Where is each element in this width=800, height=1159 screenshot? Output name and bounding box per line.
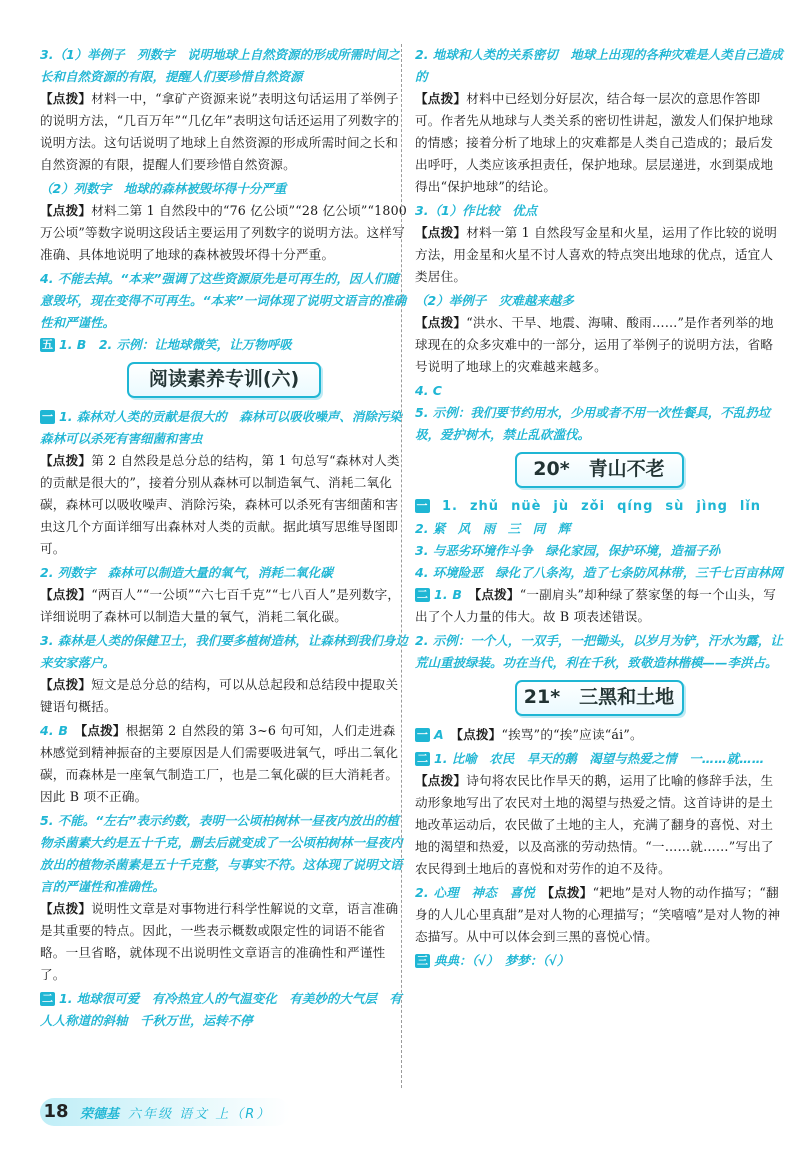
pinyin-item: jìng — [696, 499, 728, 514]
hint-paragraph — [40, 584, 408, 628]
pinyin-item: nüè — [511, 499, 542, 514]
right-column — [415, 44, 783, 972]
hint-label: 【点拨】 — [40, 453, 92, 468]
answer-line — [40, 268, 408, 334]
hint-paragraph — [415, 770, 783, 880]
text-content: 1. B 2. 示例：让地球微笑，让万物呼吸 — [59, 337, 292, 352]
answer-line — [415, 630, 783, 674]
hint-label: 【点拨】 — [415, 315, 467, 330]
page-footer — [40, 1098, 290, 1126]
answer-line — [415, 44, 783, 88]
hint-paragraph — [40, 720, 408, 808]
answer-lead: 1. B — [434, 587, 475, 602]
hint-paragraph — [415, 584, 783, 628]
question-number: 1. — [442, 499, 458, 514]
answer-lead: A — [434, 727, 457, 742]
text-content: 短文是总分总的结构，可以从总起段和总结段中提取关键语句概括。 — [40, 677, 399, 714]
section-marker: 一 — [42, 410, 53, 423]
hint-label: 【点拨】 — [415, 225, 467, 240]
answer-line — [415, 518, 783, 540]
answer-line — [40, 44, 408, 88]
hint-label: 【点拨】 — [40, 587, 92, 602]
text-content: “耙地”是对人物的动作描写；“翻身的人儿心里真甜”是对人物的心理描写；“笑嘻嘻”是对人物的神态描写。从中可以体会到三黑的喜悦心情。 — [415, 885, 781, 944]
answer-line — [40, 406, 415, 450]
answer-line — [415, 200, 783, 222]
text-content: 5. 示例：我们要节约用水，少用或者不用一次性餐具，不乱扔垃圾，爱护树木，禁止乱砍滥伐。 — [415, 405, 771, 442]
text-content: 材料一中，“拿矿产资源来说”表明这句话运用了举例子的说明方法，“几百万年”“几亿年”表明这句话还运用了列数字的说明方法。这句话说明了地球上自然资源的形成所需时间之长和自然资源的有限，提醒人们要珍惜自然资源。 — [40, 91, 400, 172]
answer-line — [415, 380, 783, 402]
section-banner: 20* 青山不老 — [515, 452, 684, 488]
answer-lead: 2. 心理 神态 喜悦 — [415, 885, 548, 900]
text-content: 说明性文章是对事物进行科学性解说的文章，语言准确是其重要的特点。因此，一些表示概数或限定性的词语不能省略。一旦省略，就体现不出说明性文章语言的准确性和严谨性了。 — [40, 901, 399, 982]
text-content: 3. 与恶劣环境作斗争 绿化家园，保护环境，造福子孙 — [415, 543, 721, 558]
column-divider — [401, 44, 402, 1088]
book-info: 六年级 语文 上（R） — [128, 1107, 272, 1122]
text-content: 3. 森林是人类的保健卫士，我们要多植树造林，让森林到我们身边来安家落户。 — [40, 633, 408, 670]
hint-paragraph — [415, 312, 783, 378]
hint-label: 【点拨】 — [547, 885, 593, 900]
text-content: 材料中已经划分好层次，结合每一层次的意思作答即可。作者先从地球与人类关系的密切性讲起，激发人们保护地球的情感；接着分析了地球上的灾难都是人类自己造成的；最后发出呼吁，人类应该承担责任，保护地球。层层递进，水到渠成地得出“保护地球”的结论。 — [415, 91, 774, 194]
text-content: 第 2 自然段是总分总的结构，第 1 句总写“森林对人类的贡献是很大的”，接着分别从森林可以制造氧气、消耗二氧化碳，森林可以吸收噪声、消除污染，森林可以杀死有害细菌和害虫这几个方面详细写出森林对人类的贡献。据此填写思维导图即可。 — [40, 453, 400, 556]
answer-line — [415, 290, 783, 312]
section-marker: 二 — [42, 992, 53, 1005]
pinyin-answer — [415, 496, 783, 518]
text-content: 2. 地球和人类的关系密切 地球上出现的各种灾难是人类自己造成的 — [415, 47, 783, 84]
text-content: 1. 森林对人类的贡献是很大的 森林可以吸收噪声、消除污染 森林可以杀死有害细菌和害虫 — [40, 409, 415, 446]
text-content: 2. 紧 风 雨 三 同 辉 — [415, 521, 571, 536]
hint-label: 【点拨】 — [40, 91, 92, 106]
hint-label: 【点拨】 — [40, 203, 92, 218]
hint-label: 【点拨】 — [40, 677, 92, 692]
hint-paragraph — [40, 200, 408, 266]
section-marker: 五 — [42, 338, 53, 351]
hint-paragraph — [40, 674, 408, 718]
text-content: 3.（1）作比较 优点 — [415, 203, 538, 218]
text-content: 4. C — [415, 383, 442, 398]
answer-line — [40, 630, 408, 674]
text-content: 材料二第 1 自然段中的“76 亿公顷”“28 亿公顷”“1800 万公顷”等数字说明这段话主要运用了列数字的说明方法。这样写准确、具体地说明了地球的森林被毁坏得十分严重。 — [40, 203, 408, 262]
answer-line — [40, 562, 408, 584]
text-content: 3.（1）举例子 列数字 说明地球上自然资源的形成所需时间之长和自然资源的有限，提醒人们要珍惜自然资源 — [40, 47, 400, 84]
pinyin-item: qíng — [617, 499, 654, 514]
answer-lead: 4. B — [40, 723, 81, 738]
hint-paragraph — [415, 222, 783, 288]
text-content: 4. 不能去掉。“本来”强调了这些资源原先是可再生的，因人们随意毁坏，现在变得不可再生。“本来”一词体现了说明文语言的准确性和严谨性。 — [40, 271, 407, 330]
text-content: “一副肩头”却种绿了蔡家堡的每一个山头，写出了个人力量的伟大。故 B 项表述错误。 — [415, 587, 777, 624]
hint-label: 【点拨】 — [40, 901, 92, 916]
section-marker: 三 — [417, 954, 428, 967]
hint-paragraph — [415, 882, 783, 948]
answer-line — [415, 748, 783, 770]
answer-line — [40, 334, 408, 356]
left-column — [40, 44, 415, 1032]
text-content: 5. 不能。“左右”表示约数，表明一公顷柏树林一昼夜内放出的植物杀菌素大约是五十千克，删去后就变成了一公顷柏树林一昼夜内放出的植物杀菌素是五十千克整，与事实不符。这体现了说明文语言的严谨性和准确性。 — [40, 813, 403, 894]
text-content: 诗句将农民比作旱天的鹅，运用了比喻的修辞手法，生动形象地写出了农民对土地的渴望与热爱之情。这首诗讲的是土地改革运动后，农民做了土地的主人，充满了翻身的喜悦、对土地的渴望和热爱，以及高涨的劳动热情。“一……就……”写出了农民得到土地后的喜悦和对劳作的迫不及待。 — [415, 773, 774, 876]
hint-paragraph — [40, 450, 408, 560]
pinyin-item: zǒi — [581, 499, 606, 514]
text-content: 典典：（√） 梦梦：（√） — [434, 953, 570, 968]
hint-paragraph — [415, 88, 783, 198]
text-content: （2）举例子 灾难越来越多 — [415, 293, 574, 308]
hint-label: 【点拨】 — [415, 91, 467, 106]
section-marker: 一 — [416, 728, 429, 741]
hint-label: 【点拨】 — [415, 773, 467, 788]
page-number: 18 — [43, 1101, 69, 1122]
text-content: “两百人”“一公顷”“六七百千克”“七八百人”是列数字，详细说明了森林可以制造大量的氧气，消耗二氧化碳。 — [40, 587, 401, 624]
answer-line — [40, 810, 408, 898]
text-content: 材料一第 1 自然段写金星和火星，运用了作比较的说明方法，用金星和火星不讨人喜欢的特点突出地球的优点，适宜人类居住。 — [415, 225, 778, 284]
text-content: “挨骂”的“挨”应读“ái”。 — [501, 727, 643, 742]
section-banner: 阅读素养专训(六) — [127, 362, 321, 398]
text-content: “洪水、干旱、地震、海啸、酸雨……”是作者列举的地球现在的众多灾难中的一部分，运用了举例子的说明方法，省略号说明了地球上的灾难越来越多。 — [415, 315, 774, 374]
hint-paragraph — [40, 898, 408, 986]
answer-line — [415, 562, 783, 584]
section-marker: 二 — [417, 752, 428, 765]
text-content: 1. 比喻 农民 旱天的鹅 渴望与热爱之情 一……就…… — [434, 751, 765, 766]
answer-line — [40, 988, 408, 1032]
section-marker: 二 — [416, 588, 429, 601]
answer-line — [40, 178, 408, 200]
answer-line — [415, 402, 783, 446]
pinyin-item: zhǔ — [469, 499, 500, 514]
text-content: 2. 列数字 森林可以制造大量的氧气，消耗二氧化碳 — [40, 565, 333, 580]
answer-line — [415, 950, 783, 972]
text-content: （2）列数字 地球的森林被毁坏得十分严重 — [40, 181, 287, 196]
section-banner: 21* 三黑和土地 — [515, 680, 684, 716]
hint-paragraph — [40, 88, 408, 176]
brand-logo: 荣德基 — [80, 1107, 120, 1122]
hint-label: 【点拨】 — [456, 727, 502, 742]
pinyin-item: jù — [553, 499, 570, 514]
text-content: 4. 环境险恶 绿化了八条沟，造了七条防风林带，三千七百亩林网 — [415, 565, 783, 580]
text-content: 1. 地球很可爱 有冷热宜人的气温变化 有美妙的大气层 有人人称道的斜轴 千秋万世，运转不停 — [40, 991, 402, 1028]
pinyin-item: sù — [665, 499, 685, 514]
answer-line — [415, 540, 783, 562]
pinyin-item: lǐn — [739, 499, 762, 514]
text-content: 根据第 2 自然段的第 3~6 句可知，人们走进森林感觉到精神振奋的主要原因是人们需要吸进氧气，呼出二氧化碳，而森林是一座氧气制造工厂，也是二氧化碳的巨大消耗者。因此 B 项不正确。 — [40, 723, 399, 804]
section-marker: 一 — [416, 499, 429, 512]
hint-label: 【点拨】 — [80, 723, 126, 738]
text-content: 2. 示例：一个人，一双手，一把锄头，以岁月为铲，汗水为露，让荒山重披绿装。功在当代，利在千秋，致敬造林楷模——李洪占。 — [415, 633, 783, 670]
hint-paragraph — [415, 724, 783, 746]
hint-label: 【点拨】 — [474, 587, 520, 602]
